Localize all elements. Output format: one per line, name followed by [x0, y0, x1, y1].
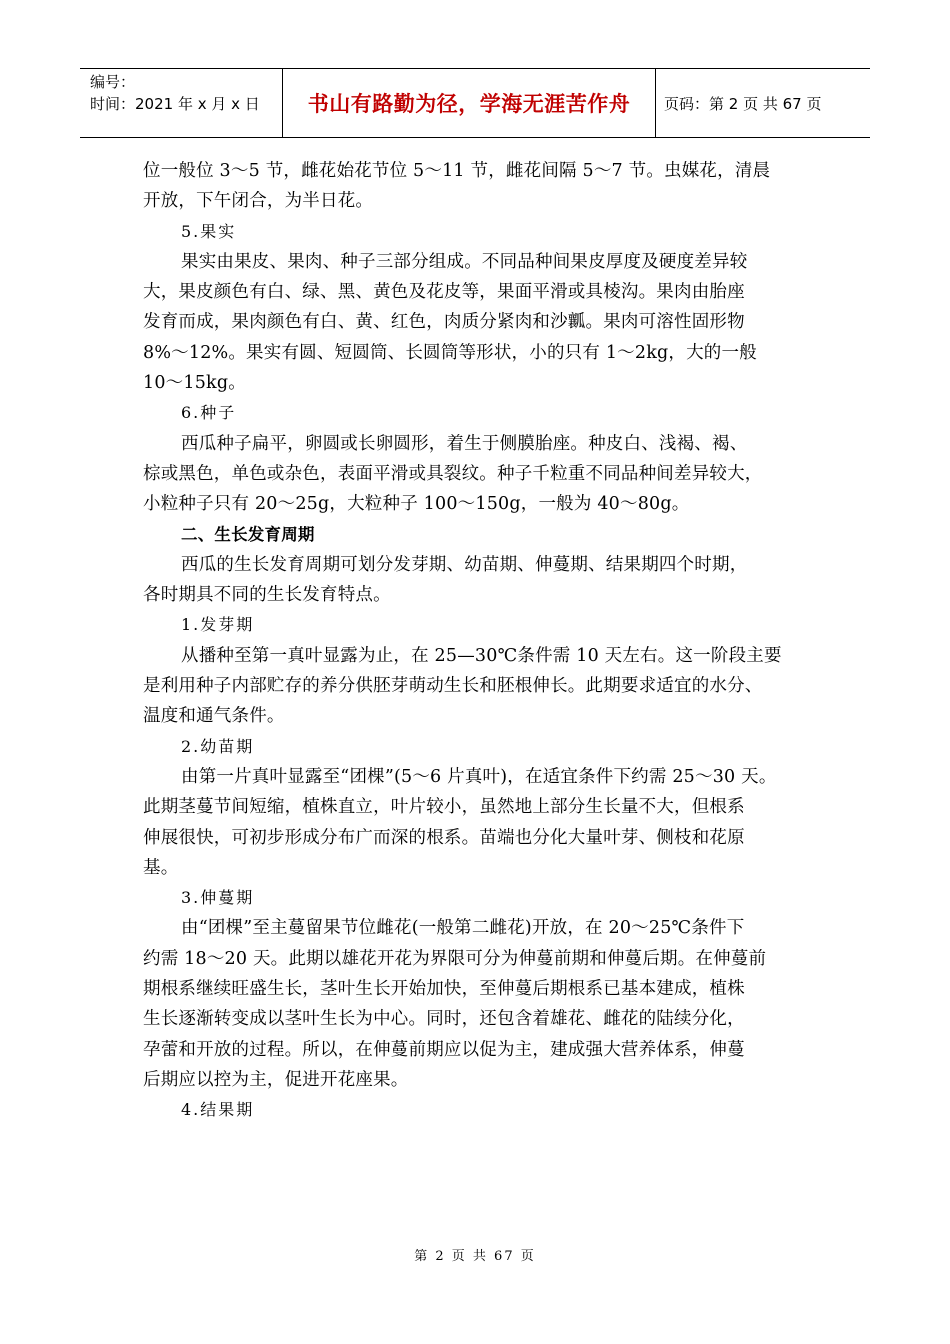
chapter-heading: 二、生长发育周期: [181, 524, 315, 544]
section-heading: 5.果实: [181, 221, 237, 241]
text-line: 果实由果皮、果肉、种子三部分组成。不同品种间果皮厚度及硬度差异较: [181, 251, 748, 272]
number-label: 编号：: [90, 73, 136, 91]
text-line: 西瓜的生长发育周期可划分发芽期、幼苗期、伸蔓期、结果期四个时期，: [181, 554, 748, 575]
text-line: 10～15kg。: [143, 373, 246, 394]
text-line: 小粒种子只有 20～25g，大粒种子 100～150g，一般为 40～80g。: [143, 494, 690, 515]
body-text: [143, 156, 808, 1126]
text-line: 孕蕾和开放的过程。所以，在伸蔓前期应以促为主，建成强大营养体系，伸蔓: [143, 1039, 745, 1060]
header-meta: [80, 69, 283, 137]
text-line: 由“团棵”至主蔓留果节位雌花(一般第二雌花)开放，在 20～25℃条件下: [181, 918, 745, 939]
header-page-label: 页码：第 2 页 共 67 页: [664, 94, 822, 113]
text-line: 发育而成，果肉颜色有白、黄、红色，肉质分紧肉和沙瓤。果肉可溶性固形物: [143, 312, 745, 333]
header-motto: 书山有路勤为径，学海无涯苦作舟: [283, 69, 656, 137]
section-heading: 4.结果期: [181, 1100, 255, 1120]
section-heading: 3.伸蔓期: [181, 888, 255, 908]
document-header: [80, 68, 870, 138]
text-line: 生长逐渐转变成以茎叶生长为中心。同时，还包含着雄花、雌花的陆续分化，: [143, 1009, 745, 1030]
text-line: 西瓜种子扁平，卵圆或长卵圆形，着生于侧膜胎座。种皮白、浅褐、褐、: [181, 433, 748, 454]
text-line: 此期茎蔓节间短缩，植株直立，叶片较小，虽然地上部分生长量不大，但根系: [143, 797, 745, 818]
text-line: 由第一片真叶显露至“团棵”(5～6 片真叶)，在适宜条件下约需 25～30 天。: [181, 766, 777, 787]
text-line: 基。: [143, 857, 179, 878]
section-heading: 2.幼苗期: [181, 736, 255, 756]
text-line: 约需 18～20 天。此期以雄花开花为界限可分为伸蔓前期和伸蔓后期。在伸蔓前: [143, 948, 767, 969]
text-line: 温度和通气条件。: [143, 706, 285, 727]
text-line: 是利用种子内部贮存的养分供胚芽萌动生长和胚根伸长。此期要求适宜的水分、: [143, 676, 763, 697]
section-heading: 1.发芽期: [181, 615, 255, 635]
time-label: 时间：2021 年 x 月 x 日: [90, 95, 260, 113]
page-footer: 第 2 页 共 67 页: [414, 1249, 536, 1264]
text-line: 期根系继续旺盛生长，茎叶生长开始加快，至伸蔓后期根系已基本建成，植株: [143, 979, 745, 1000]
text-line: 各时期具不同的生长发育特点。: [143, 585, 391, 606]
text-line: 棕或黑色，单色或杂色，表面平滑或具裂纹。种子千粒重不同品种间差异较大，: [143, 463, 763, 484]
section-heading: 6.种子: [181, 403, 237, 423]
text-line: 8%～12%。果实有圆、短圆筒、长圆筒等形状，小的只有 1～2kg，大的一般: [143, 342, 757, 363]
text-line: 开放，下午闭合，为半日花。: [143, 191, 374, 212]
text-line: 位一般位 3～5 节，雌花始花节位 5～11 节，雌花间隔 5～7 节。虫媒花，清晨: [143, 161, 771, 181]
text-line: 从播种至第一真叶显露为止，在 25—30℃条件需 10 天左右。这一阶段主要: [181, 645, 782, 666]
text-line: 大，果皮颜色有白、绿、黑、黄色及花皮等，果面平滑或具棱沟。果肉由胎座: [143, 282, 745, 303]
text-line: 伸展很快，可初步形成分布广而深的根系。苗端也分化大量叶芽、侧枝和花原: [143, 827, 745, 848]
text-line: 后期应以控为主，促进开花座果。: [143, 1069, 409, 1090]
